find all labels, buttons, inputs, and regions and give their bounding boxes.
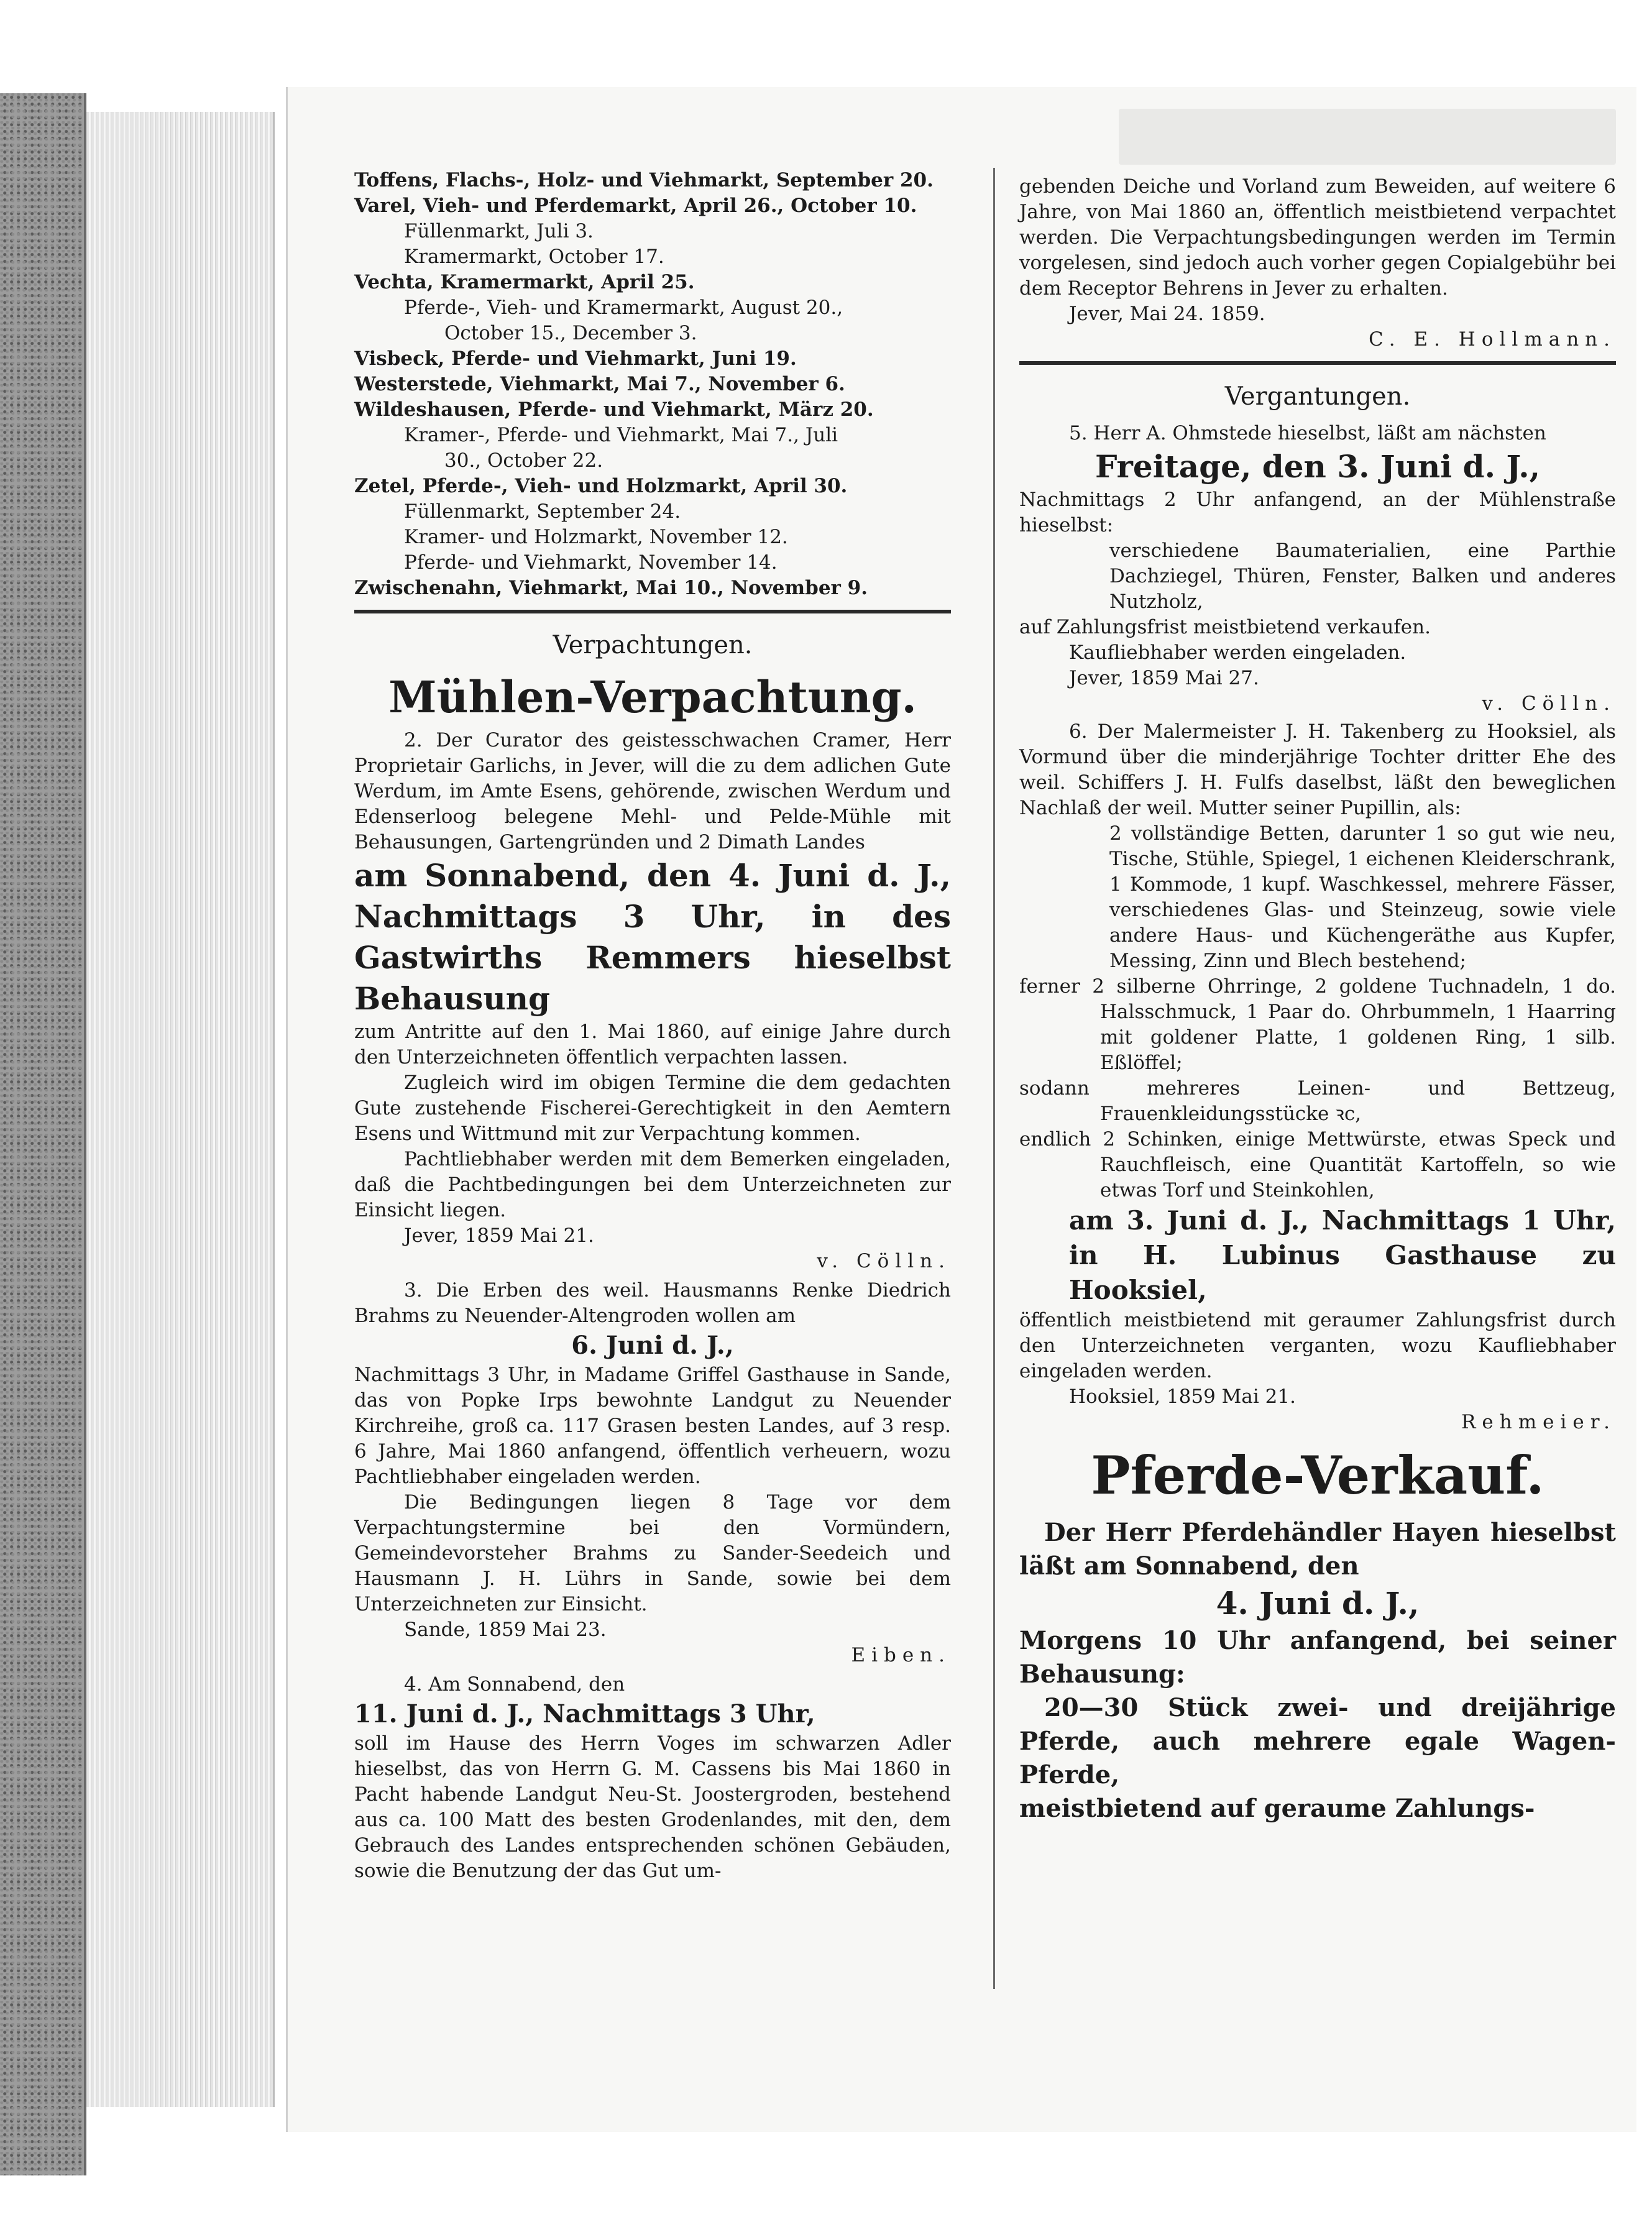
headline-muehlen-verpachtung: Mühlen-Verpachtung.	[388, 671, 917, 723]
notice-text: Die Bedingungen liegen 8 Tage vor dem Verpachtungstermine bei den Vormündern, Gemeindevorsteher Brahms zu Sander-Seedeich und Hausmann J. H. Lührs in Sande, sowie bei dem Unterzeichneten zur Einsicht.	[354, 1491, 951, 1615]
notice-text: zum Antritte auf den 1. Mai 1860, auf einige Jahre durch den Unterzeichneten öffentlich verpachten lassen.	[354, 1021, 951, 1068]
market-entry: Pferde-, Vieh- und Kramermarkt, August 20.,	[404, 296, 843, 319]
ad-text: Der Herr Pferdehändler Hayen hieselbst läßt am Sonnabend, den	[1019, 1518, 1616, 1581]
signature: C. E. Hollmann.	[1369, 328, 1616, 351]
notice-4-continued	[1019, 174, 1616, 352]
market-entry: Füllenmarkt, Juli 3.	[404, 220, 594, 242]
list-items: mehreres Leinen- und Bettzeug, Frauenkleidungsstücke ꝛc,	[1100, 1077, 1617, 1125]
notice-date: Freitage, den 3. Juni d. J.,	[1094, 448, 1541, 485]
notice-text: 3. Die Erben des weil. Hausmanns Renke Diedrich Brahms zu Neuender-Altengroden wollen am	[354, 1279, 951, 1327]
ad-date: 4. Juni d. J.,	[1216, 1585, 1420, 1622]
signature: Eiben.	[851, 1644, 951, 1666]
book-cover-edge	[0, 93, 86, 2175]
notice-3	[354, 1278, 951, 1668]
place-date: Sande, 1859 Mai 23.	[404, 1619, 607, 1641]
market-entry: Kramermarkt, October 17.	[404, 246, 664, 268]
place-date: Jever, 1859 Mai 27.	[1069, 667, 1259, 689]
section-rule	[1019, 361, 1616, 365]
pferde-verkauf-ad	[1019, 1441, 1616, 1826]
market-entry: Visbeck, Pferde- und Viehmarkt, Juni 19.	[354, 347, 797, 370]
notice-text: soll im Hause des Herrn Voges im schwarzen Adler hieselbst, das von Herrn G. M. Cassens bis Mai 1860 in Pacht habende Landgut Neu-St. Joostergroden, bestehend aus ca. 100 Matt des besten Grodenlandes, mit den, dem Gebrauch des Landes entsprechenden schönen Gebäuden, sowie die Benutzung der das Gut um-	[354, 1732, 951, 1882]
ad-text: meistbietend auf geraume Zahlungs-	[1019, 1794, 1535, 1823]
item-list	[1019, 1127, 1616, 1203]
market-entry: Zetel, Pferde-, Vieh- und Holzmarkt, April 30.	[354, 475, 848, 497]
notice-date: am 3. Juni d. J., Nachmittags 1 Uhr, in H. Lubinus Gasthause zu Hooksiel,	[1069, 1205, 1616, 1305]
market-entry: Kramer- und Holzmarkt, November 12.	[404, 526, 788, 548]
notice-text: 6. Der Malermeister J. H. Takenberg zu Hooksiel, als Vormund über die minderjährige Tochter dritter Ehe des weil. Schiffers J. H. Fulfs daselbst, läßt den beweglichen Nachlaß der weil. Mutter seiner Pupillin, als:	[1019, 720, 1616, 819]
place-date: Jever, Mai 24. 1859.	[1069, 303, 1265, 325]
notice-5	[1019, 421, 1616, 717]
market-entry: Pferde- und Viehmarkt, November 14.	[404, 551, 778, 574]
market-entry: Westerstede, Viehmarkt, Mai 7., November 6.	[354, 373, 845, 395]
list-items: 2 Schinken, einige Mettwürste, etwas Speck und Rauchfleisch, eine Quantität Kartoffeln, so wie etwas Torf und Steinkohlen,	[1100, 1128, 1616, 1201]
notice-2	[354, 728, 951, 1274]
notice-text: 4. Am Sonnabend, den	[404, 1673, 625, 1696]
notice-6	[1019, 719, 1616, 1435]
bleed-through-header	[1119, 109, 1616, 165]
section-title-verpachtungen: Verpachtungen.	[553, 631, 753, 659]
signature: v. Cölln.	[1482, 692, 1616, 715]
ad-text: Morgens 10 Uhr anfangend, bei seiner Behausung:	[1019, 1626, 1616, 1689]
notice-date: am Sonnabend, den 4. Juni d. J., Nachmittags 3 Uhr, in des Gastwirths Remmers hieselbst Behausung	[354, 857, 951, 1017]
list-label: ferner	[1019, 975, 1080, 998]
signature: Rehmeier.	[1461, 1411, 1616, 1433]
market-entry: Varel, Vieh- und Pferdemarkt, April 26., October 10.	[354, 195, 917, 217]
list-label: sodann	[1019, 1077, 1090, 1100]
item-list: verschiedene Baumaterialien, eine Parthie Dachziegel, Thüren, Fenster, Balken und anderes Nutzholz,	[1109, 540, 1616, 613]
ad-text: 20—30 Stück zwei- und dreijährige Pferde, auch mehrere egale Wagen-Pferde,	[1019, 1693, 1616, 1789]
notice-date: 6. Juni d. J.,	[571, 1331, 734, 1360]
market-entry: Kramer-, Pferde- und Viehmarkt, Mai 7., Juli	[404, 424, 838, 446]
market-entry: October 15., December 3.	[444, 322, 697, 344]
market-entry: Vechta, Kramermarkt, April 25.	[354, 271, 695, 293]
left-column	[354, 168, 951, 1884]
column-divider	[993, 168, 995, 1989]
page-stack-edge	[86, 112, 275, 2107]
headline-pferde-verkauf: Pferde-Verkauf.	[1091, 1444, 1544, 1506]
section-rule	[354, 610, 951, 613]
notice-text: auf Zahlungsfrist meistbietend verkaufen.	[1019, 616, 1431, 638]
item-list	[1019, 1076, 1616, 1127]
item-list: 2 vollständige Betten, darunter 1 so gut wie neu, Tische, Stühle, Spiegel, 1 eichenen Kleiderschrank, 1 Kommode, 1 kupf. Waschkessel, mehrere Fässer, verschiedenes Glas- und Steinzeug, sowie viele andere Haus- und Küchengeräthe aus Kupfer, Messing, Zinn und Blech bestehend;	[1109, 822, 1616, 972]
market-entry: Wildeshausen, Pferde- und Viehmarkt, März 20.	[354, 398, 874, 421]
item-list	[1019, 974, 1616, 1076]
signature: v. Cölln.	[817, 1250, 951, 1272]
notice-text: Zugleich wird im obigen Termine die dem gedachten Gute zustehende Fischerei-Gerechtigkeit in den Aemtern Esens und Wittmund mit zur Verpachtung kommen.	[354, 1072, 951, 1145]
market-entry: Füllenmarkt, September 24.	[404, 500, 681, 523]
notice-text: 5. Herr A. Ohmstede hieselbst, läßt am nächsten	[1069, 422, 1546, 444]
notice-text: 2. Der Curator des geistesschwachen Cramer, Herr Proprietair Garlichs, in Jever, will die zu dem adlichen Gute Werdum, im Amte Esens, gehörende, zwischen Werdum und Edenserloog belegene Mehl- und Pelde-Mühle mit Behausungen, Gartengründen und 2 Dimath Landes	[354, 729, 951, 853]
notice-text: gebenden Deiche und Vorland zum Beweiden, auf weitere 6 Jahre, von Mai 1860 an, öffentlich meistbietend verpachtet werden. Die Verpachtungsbedingungen werden im Termin vorgelesen, sind jedoch auch vorher gegen Copialgebühr bei dem Receptor Behrens in Jever zu erhalten.	[1019, 175, 1616, 300]
list-label: endlich	[1019, 1128, 1091, 1150]
notice-4	[354, 1672, 951, 1884]
place-date: Jever, 1859 Mai 21.	[404, 1224, 594, 1247]
notice-text: öffentlich meistbietend mit geraumer Zahlungsfrist durch den Unterzeichneten verganten, wozu Kaufliebhaber eingeladen werden.	[1019, 1309, 1616, 1382]
market-entry: 30., October 22.	[444, 449, 603, 472]
place-date: Hooksiel, 1859 Mai 21.	[1069, 1385, 1296, 1408]
section-title-vergantungen: Vergantungen.	[1224, 382, 1411, 411]
list-items: 2 silberne Ohrringe, 2 goldene Tuchnadeln, 1 do. Halsschmuck, 1 Paar do. Ohrbummeln, 1 Haarring mit goldener Platte, 1 goldenen Ring, 1 silb. Eßlöffel;	[1092, 975, 1616, 1074]
notice-text: Nachmittags 3 Uhr, in Madame Griffel Gasthause in Sande, das von Popke Irps bewohnte Landgut zu Neuender Kirchreihe, groß ca. 117 Grasen besten Landes, auf 3 resp. 6 Jahre, Mai 1860 anfangend, öffentlich verheuern, wozu Pachtliebhaber eingeladen werden.	[354, 1364, 951, 1488]
market-entry: Toffens, Flachs-, Holz- und Viehmarkt, September 20.	[354, 169, 934, 191]
notice-text: Kaufliebhaber werden eingeladen.	[1069, 641, 1406, 664]
right-column	[1019, 174, 1616, 1826]
notice-date: 11. Juni d. J., Nachmittags 3 Uhr,	[354, 1699, 815, 1729]
market-entry: Zwischenahn, Viehmarkt, Mai 10., November 9.	[354, 577, 868, 599]
market-list	[354, 168, 951, 601]
notice-text: Nachmittags 2 Uhr anfangend, an der Mühlenstraße hieselbst:	[1019, 489, 1616, 536]
notice-text: Pachtliebhaber werden mit dem Bemerken eingeladen, daß die Pachtbedingungen bei dem Unterzeichneten zur Einsicht liegen.	[354, 1148, 951, 1221]
